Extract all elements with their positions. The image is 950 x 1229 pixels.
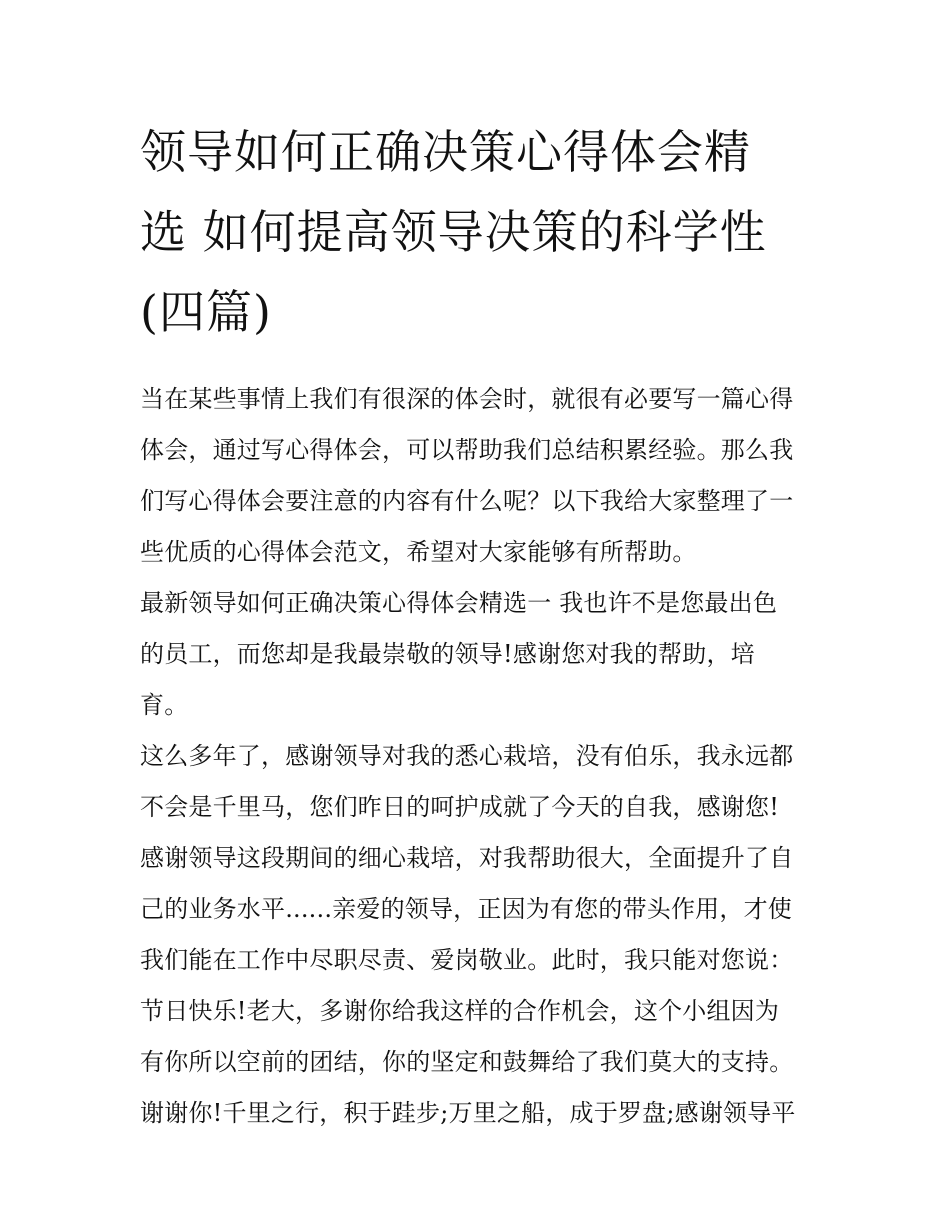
text-line: 们写心得体会要注意的内容有什么呢？以下我给大家整理了一 bbox=[140, 487, 794, 515]
text-line: 最新领导如何正确决策心得体会精选一 我也许不是您最出色 bbox=[140, 589, 778, 617]
title-line: 领导如何正确决策心得体会精 bbox=[140, 125, 751, 179]
text-line: 这么多年了，感谢领导对我的悉心栽培，没有伯乐，我永远都 bbox=[140, 742, 794, 770]
text-line: 有你所以空前的团结，你的坚定和鼓舞给了我们莫大的支持。 bbox=[140, 1048, 794, 1076]
text-line: 的员工，而您却是我最崇敬的领导!感谢您对我的帮助，培 bbox=[140, 640, 755, 668]
text-line: 些优质的心得体会范文，希望对大家能够有所帮助。 bbox=[140, 538, 697, 566]
title-line: (四篇) bbox=[140, 285, 272, 339]
intro-paragraph bbox=[140, 374, 812, 578]
thanks-paragraph bbox=[140, 731, 812, 1139]
text-line: 节日快乐!老大，多谢你给我这样的合作机会，这个小组因为 bbox=[140, 997, 780, 1025]
text-line: 感谢领导这段期间的细心栽培，对我帮助很大，全面提升了自 bbox=[140, 844, 794, 872]
text-line: 不会是千里马，您们昨日的呵护成就了今天的自我，感谢您! bbox=[140, 793, 780, 821]
text-line: 我们能在工作中尽职尽责、爱岗敬业。此时，我只能对您说： bbox=[140, 946, 794, 974]
document-title bbox=[140, 112, 812, 352]
text-line: 谢谢你!千里之行，积于跬步;万里之船，成于罗盘;感谢领导平 bbox=[140, 1099, 796, 1127]
text-line: 体会，通过写心得体会，可以帮助我们总结积累经验。那么我 bbox=[140, 436, 794, 464]
text-line: 己的业务水平......亲爱的领导，正因为有您的带头作用，才使 bbox=[140, 895, 792, 923]
document-content bbox=[140, 112, 812, 1139]
text-line: 育。 bbox=[140, 691, 189, 719]
title-line: 选 如何提高领导决策的科学性 bbox=[140, 205, 767, 259]
text-line: 当在某些事情上我们有很深的体会时，就很有必要写一篇心得 bbox=[140, 385, 794, 413]
document-body bbox=[140, 374, 812, 1139]
section-one-paragraph bbox=[140, 578, 812, 731]
